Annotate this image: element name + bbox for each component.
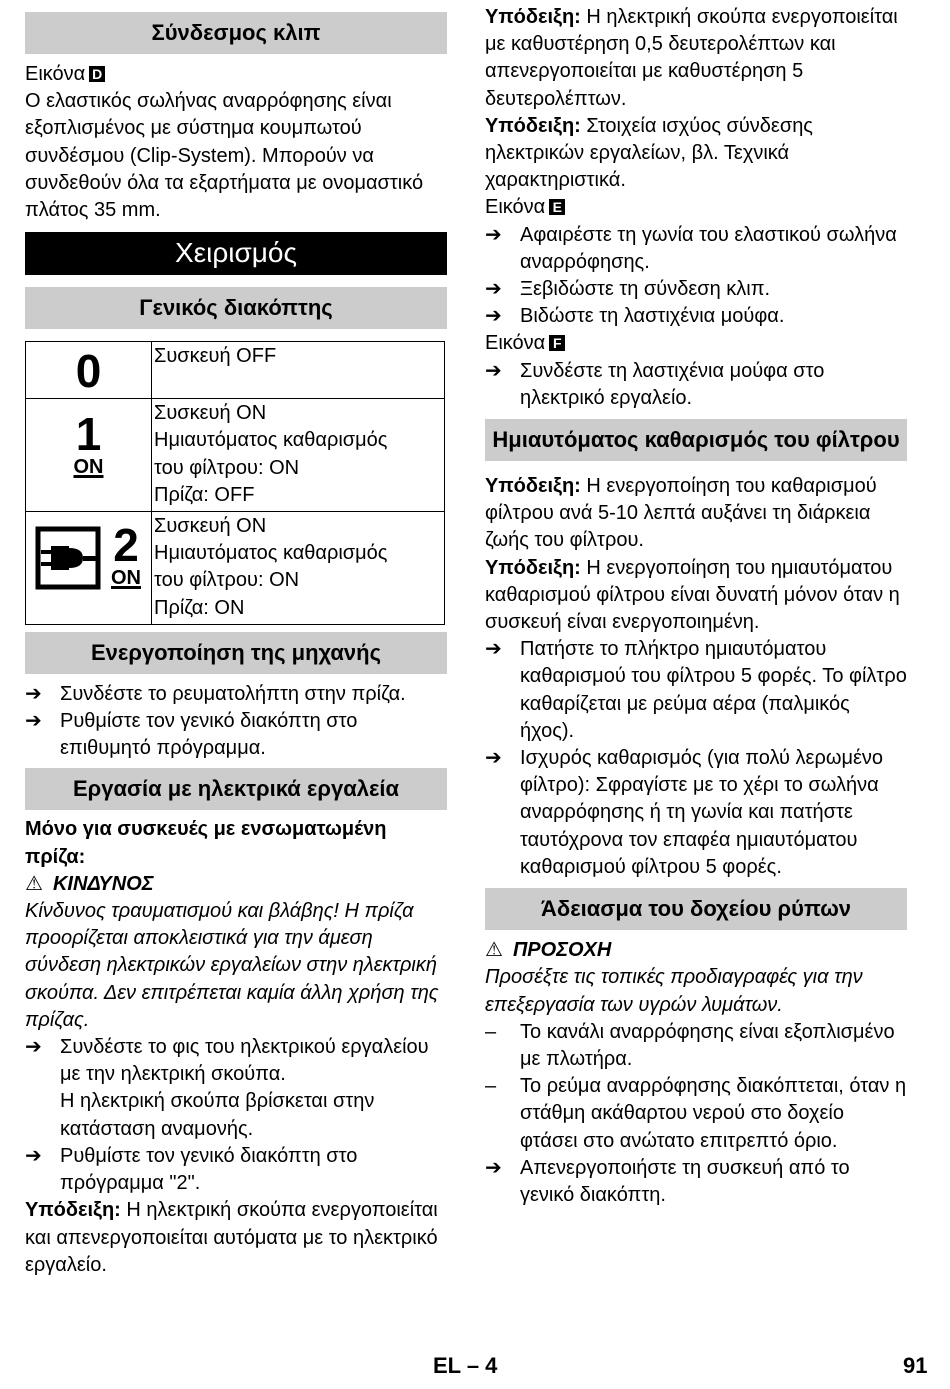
list-item: ➔ Πατήστε το πλήκτρο ημιαυτόματου καθαρισμού του φίλτρου 5 φορές. Το φίλτρο καθαρίζεται με ρεύμα αέρα (παλμικός ήχος). <box>485 638 907 742</box>
caution-text: Προσέξτε τις τοπικές προδιαγραφές για την επεξεργασία των υγρών λυμάτων. <box>485 966 863 1016</box>
page-number: 91 <box>903 1353 928 1378</box>
tools-heading: Εργασία με ηλεκτρικά εργαλεία <box>25 768 447 810</box>
arrow-right-icon: ➔ <box>485 305 502 328</box>
arrow-right-icon: ➔ <box>25 682 42 705</box>
table-row <box>26 512 445 625</box>
filter-heading: Ημιαυτόματος καθαρισμός του φίλτρου <box>485 419 907 461</box>
power-socket-icon <box>35 526 101 590</box>
switch-number: 2 <box>113 519 139 572</box>
danger-text: Κίνδυνος τραυματισμού και βλάβης! Η πρίζα προορίζεται αποκλειστικά για την άμεση σύνδεση ηλεκτρικών εργαλείων στην ηλεκτρική σκούπα. Δεν επιτρέπεται καμία άλλη χρήση της πρίζας. <box>25 900 439 1031</box>
tools-subheading: Μόνο για συσκευές με ενσωματωμένη πρίζα: <box>25 818 387 868</box>
list-item: ➔ Ρυθμίστε τον γενικό διακόπτη στο πρόγραμμα "2". <box>25 1144 358 1195</box>
main-switch-table <box>25 341 445 625</box>
table-row <box>26 399 445 512</box>
arrow-right-icon: ➔ <box>25 710 42 733</box>
switch-position-2-text: Συσκευή ON Ημιαυτόματος καθαρισμός του φίλτρου: ON Πρίζα: ON <box>152 512 445 625</box>
power-note: Υπόδειξη: Στοιχεία ισχύος σύνδεσης ηλεκτρικών εργαλείων, βλ. Τεχνικά χαρακτηριστικά. <box>485 114 813 192</box>
filter-note-2: Υπόδειξη: Η ενεργοποίηση του ημιαυτόματου καθαρισμού φίλτρου είναι δυνατή μόνον όταν η συσκευή είναι ενεργοποιημένη. <box>485 556 900 634</box>
switch-number: 0 <box>75 345 102 398</box>
arrow-right-icon: ➔ <box>485 638 502 661</box>
arrow-right-icon: ➔ <box>485 747 502 770</box>
figure-letter-badge: E <box>549 199 565 215</box>
list-item: – Το ρεύμα αναρρόφησης διακόπτεται, όταν η στάθμη ακάθαρτου νερού στο δοχείο φτάσει στο ανώτατο επιτρεπτό όριο. <box>485 1075 907 1152</box>
tools-note: Υπόδειξη: Η ηλεκτρική σκούπα ενεργοποιείται και απενεργοποιείται αυτόματα με το ηλεκτρικό εργαλείο. <box>25 1199 438 1276</box>
operation-heading: Χειρισμός <box>25 232 447 275</box>
left-column <box>25 12 447 1279</box>
list-item: ➔ Βιδώστε τη λαστιχένια μούφα. <box>485 303 907 330</box>
clip-heading: Σύνδεσμος κλιπ <box>25 12 447 54</box>
list-item: ➔ Συνδέστε το ρευματολήπτη στην πρίζα. <box>25 681 447 708</box>
switch-on-heading: Ενεργοποίηση της μηχανής <box>25 632 447 674</box>
list-item: ➔ Συνδέστε τη λαστιχένια μούφα στο ηλεκτρικό εργαλείο. <box>485 359 825 409</box>
warning-triangle-icon: ⚠ <box>25 872 43 895</box>
delay-note: Υπόδειξη: Η ηλεκτρική σκούπα ενεργοποιείται με καθυστέρηση 0,5 δευτερολέπτων και απενεργοποιείται με καθυστέρηση 5 δευτερολέπτων. <box>485 6 898 110</box>
table-row <box>26 342 445 399</box>
footer-section-label: EL – 4 <box>433 1353 498 1378</box>
arrow-right-icon: ➔ <box>485 359 502 382</box>
figure-f-ref: Εικόνα F <box>485 330 907 357</box>
list-item: ➔ Ισχυρός καθαρισμός (για πολύ λερωμένο φίλτρο): Σφραγίστε με το χέρι το σωλήνα αναρρόφησης ή τη γωνία και πατήστε ταυτόχρονα τον επαφέα ημιαυτόματου καθαρισμού φίλτρου 5 φορές. <box>485 747 884 878</box>
figure-letter-badge: D <box>89 66 105 82</box>
switch-position-0-text: Συσκευή OFF <box>152 342 445 399</box>
list-item: ➔ Απενεργοποιήστε τη συσκευή από το γενικό διακόπτη. <box>485 1156 850 1206</box>
switch-position-2-symbol <box>26 512 152 625</box>
switch-number: 1 <box>75 408 102 461</box>
figure-letter-badge: F <box>549 335 565 351</box>
list-item: ➔ Συνδέστε το φις του ηλεκτρικού εργαλείου με την ηλεκτρική σκούπα. <box>25 1036 429 1086</box>
switch-position-1-text: Συσκευή ON Ημιαυτόματος καθαρισμός του φίλτρου: ON Πρίζα: OFF <box>152 399 445 512</box>
danger-label: ⚠ ΚΙΝΔΥΝΟΣ <box>25 872 154 895</box>
empty-container-heading: Άδειασμα του δοχείου ρύπων <box>485 888 907 930</box>
on-label: ON <box>73 456 104 479</box>
clip-text: Ο ελαστικός σωλήνας αναρρόφησης είναι εξοπλισμένος με σύστημα κουμπωτού συνδέσμου (Clip-System). Μπορούν να συνδεθούν όλα τα εξαρτήματα με ονομαστικό πλάτος 35 mm. <box>25 90 424 222</box>
right-column <box>485 4 907 1209</box>
clip-figure-ref: Εικόνα D <box>25 61 447 88</box>
warning-triangle-icon: ⚠ <box>485 939 503 962</box>
switch-position-1-symbol <box>26 399 152 512</box>
arrow-right-icon: ➔ <box>485 278 502 301</box>
list-item: ➔ Ξεβιδώστε τη σύνδεση κλιπ. <box>485 276 907 303</box>
caution-label: ⚠ ΠΡΟΣΟΧΗ <box>485 939 612 962</box>
figure-e-ref: Εικόνα E <box>485 194 907 221</box>
arrow-right-icon: ➔ <box>485 1156 502 1179</box>
arrow-right-icon: ➔ <box>25 1036 42 1059</box>
switch-on-steps <box>25 681 447 763</box>
main-switch-heading: Γενικός διακόπτης <box>25 287 447 329</box>
tools-step-note: Η ηλεκτρική σκούπα βρίσκεται στην κατάσταση αναμονής. <box>60 1090 375 1140</box>
on-label: ON <box>111 567 141 590</box>
list-item: ➔ Ρυθμίστε τον γενικό διακόπτη στο επιθυμητό πρόγραμμα. <box>25 710 358 760</box>
switch-position-0-symbol <box>26 342 152 399</box>
list-item: ➔ Αφαιρέστε τη γωνία του ελαστικού σωλήνα αναρρόφησης. <box>485 223 897 273</box>
list-item: – Το κανάλι αναρρόφησης είναι εξοπλισμένο με πλωτήρα. <box>485 1020 895 1070</box>
arrow-right-icon: ➔ <box>485 223 502 246</box>
filter-note-1: Υπόδειξη: Η ενεργοποίηση του καθαρισμού φίλτρου ανά 5-10 λεπτά αυξάνει τη διάρκεια ζωής του φίλτρου. <box>485 475 877 552</box>
arrow-right-icon: ➔ <box>25 1144 42 1167</box>
